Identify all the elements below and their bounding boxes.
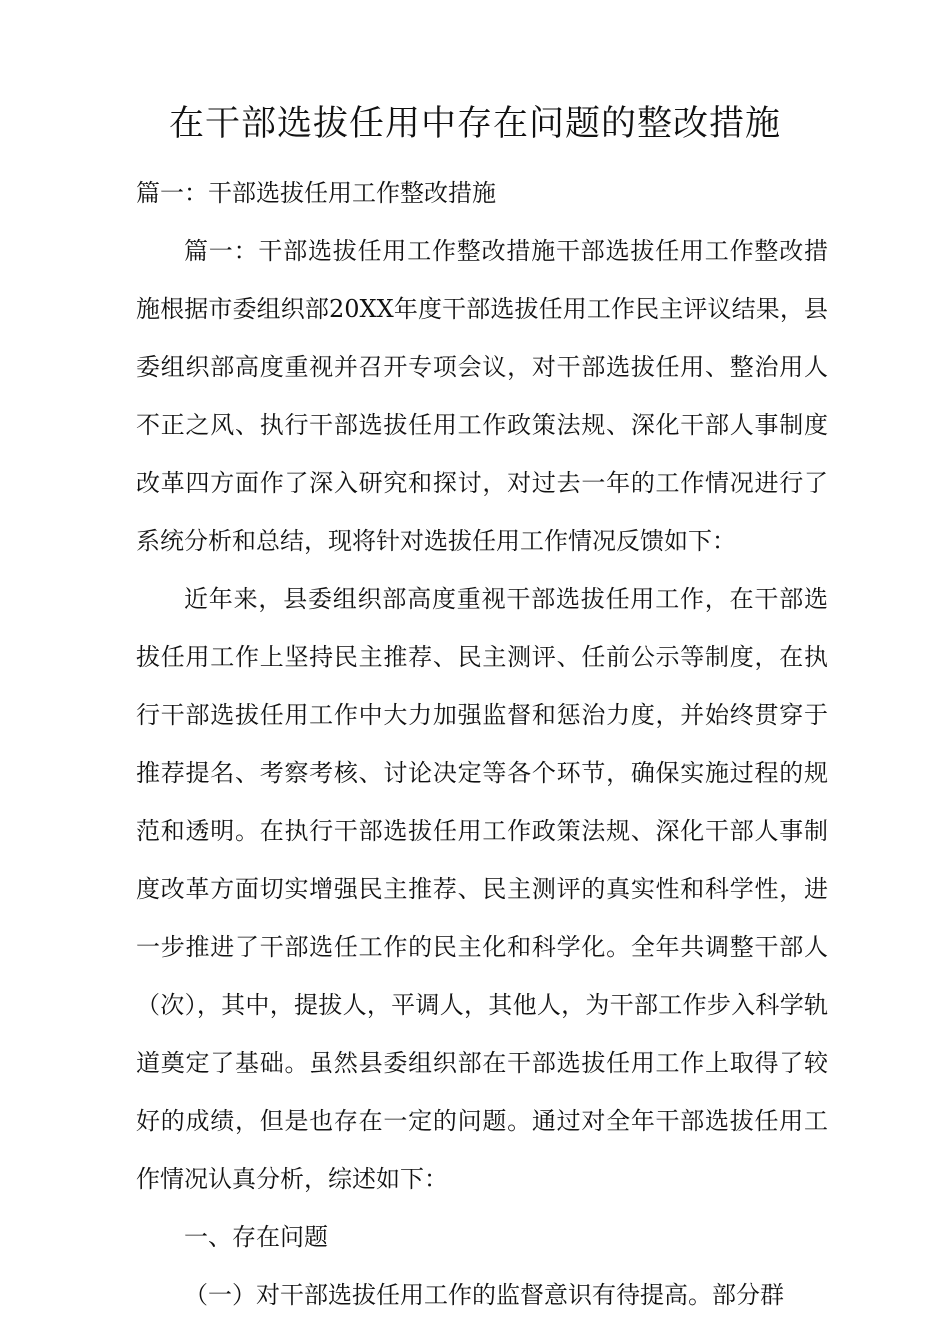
document-title: 在干部选拔任用中存在问题的整改措施: [168, 104, 781, 144]
section-heading: 篇一：干部选拔任用工作整改措施: [136, 179, 496, 207]
document-body: [136, 164, 828, 1324]
paragraph-problem-1: （一）对干部选拔任用工作的监督意识有待提高。部分群: [184, 1281, 784, 1309]
problem-heading: 一、存在问题: [184, 1223, 328, 1251]
paragraph-intro: 篇一：干部选拔任用工作整改措施干部选拔任用工作整改措施根据市委组织部20XX年度干部选拔任用工作民主评议结果，县委组织部高度重视并召开专项会议，对干部选拔任用、整治用人不正之风、执行干部选拔任用工作政策法规、深化干部人事制度改革四方面作了深入研究和探讨，对过去一年的工作情况进行了系统分析和总结，现将针对选拔任用工作情况反馈如下：: [136, 237, 828, 555]
paragraph-summary: 近年来，县委组织部高度重视干部选拔任用工作，在干部选拔任用工作上坚持民主推荐、民主测评、任前公示等制度，在执行干部选拔任用工作中大力加强监督和惩治力度，并始终贯穿于推荐提名、考察考核、讨论决定等各个环节，确保实施过程的规范和透明。在执行干部选拔任用工作政策法规、深化干部人事制度改革方面切实增强民主推荐、民主测评的真实性和科学性，进一步推进了干部选任工作的民主化和科学化。全年共调整干部人（次），其中，提拔人，平调人，其他人，为干部工作步入科学轨道奠定了基础。虽然县委组织部在干部选拔任用工作上取得了较好的成绩，但是也存在一定的问题。通过对全年干部选拔任用工作情况认真分析，综述如下：: [136, 585, 828, 1193]
